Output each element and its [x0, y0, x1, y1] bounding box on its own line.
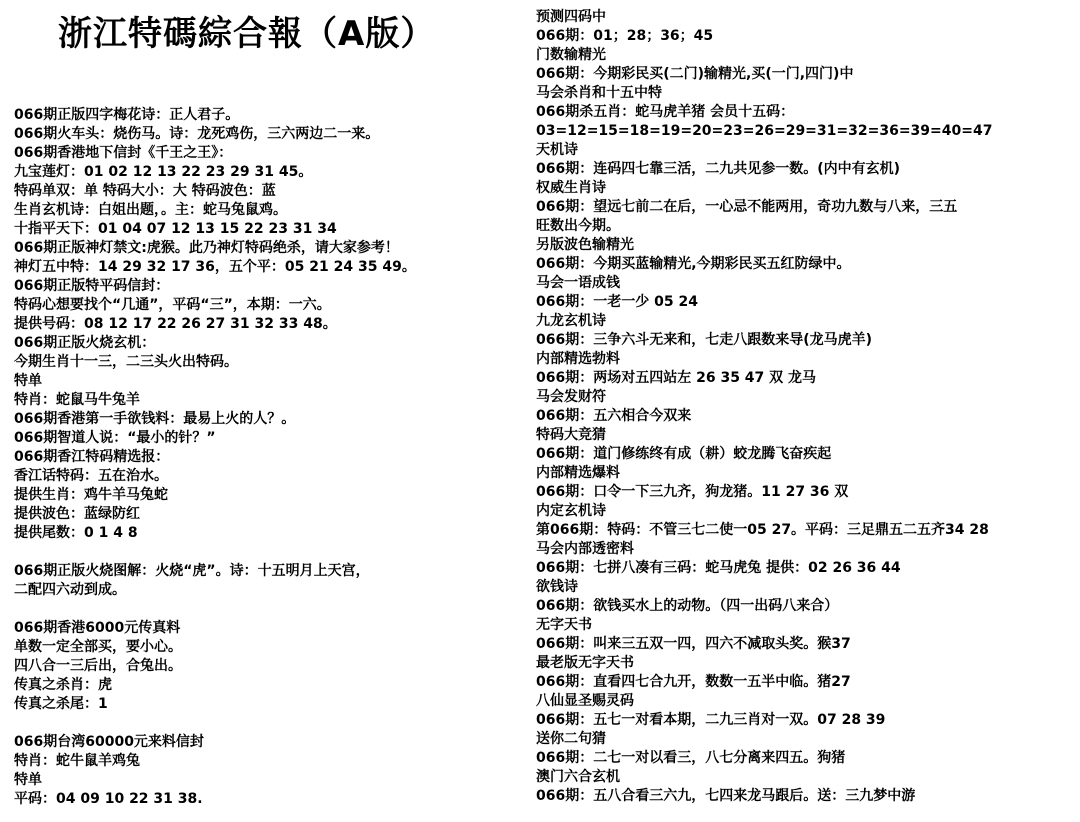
right-text-line: 第066期：特码：不管三七二使一05 27。平码：三足鼎五二五齐34 28 — [536, 522, 989, 538]
right-text-line: 066期：二七一对以看三，八七分离来四五。狗猪 — [536, 750, 846, 766]
left-text-line: 特码单双：单 特码大小：大 特码波色：蓝 — [14, 183, 276, 199]
right-text-line: 预测四码中 — [536, 9, 606, 25]
right-text-line: 九龙玄机诗 — [536, 313, 606, 329]
right-text-line: 马会一语成钱 — [536, 275, 620, 291]
left-text-line: 066期正版火烧玄机： — [14, 335, 156, 351]
left-text-line: 066期香港地下信封《千王之王》： — [14, 145, 233, 161]
left-text-line: 四八合一三后出，合兔出。 — [14, 658, 182, 674]
right-text-line: 066期：直看四七合九开，数数一五半中临。猪27 — [536, 674, 851, 690]
right-text-line: 最老版无字天书 — [536, 655, 634, 671]
right-text-line: 03=12=15=18=19=20=23=26=29=31=32=36=39=40=47 — [536, 123, 993, 139]
left-text-line: 066期香江特码精选报： — [14, 449, 170, 465]
left-text-line: 特单 — [14, 373, 42, 389]
left-text-line: 平码：04 09 10 22 31 38. — [14, 791, 203, 807]
left-text-line: 传真之杀肖：虎 — [14, 677, 112, 693]
right-text-line: 066期：两场对五四站左 26 35 47 双 龙马 — [536, 370, 817, 386]
left-text-line: 066期正版四字梅花诗：正人君子。 — [14, 107, 240, 123]
left-text-line: 特单 — [14, 772, 42, 788]
left-text-line: 066期香港6000元传真料 — [14, 620, 181, 636]
right-text-line: 澳门六合玄机 — [536, 769, 620, 785]
right-text-line: 欲钱诗 — [536, 579, 578, 595]
right-text-line: 特码大竞猜 — [536, 427, 606, 443]
right-text-line: 天机诗 — [536, 142, 578, 158]
right-text-line: 066期：01；28；36；45 — [536, 28, 714, 44]
right-text-line: 八仙显圣赐灵码 — [536, 693, 634, 709]
left-text-line: 传真之杀尾：1 — [14, 696, 108, 712]
left-text-line: 特肖：蛇鼠马牛兔羊 — [14, 392, 140, 408]
right-text-line: 内部精选爆料 — [536, 465, 620, 481]
left-text-line: 066期正版特平码信封： — [14, 278, 170, 294]
right-text-line: 066期：一老一少 05 24 — [536, 294, 698, 310]
left-text-line: 二配四六动到成。 — [14, 582, 126, 598]
left-text-line: 提供波色：蓝绿防红 — [14, 506, 140, 522]
left-text-line: 香江话特码：五在治水。 — [14, 468, 168, 484]
right-text-line: 066期：今期买蓝输精光,今期彩民买五红防绿中。 — [536, 256, 851, 272]
left-text-line: 特肖：蛇牛鼠羊鸡兔 — [14, 753, 140, 769]
right-text-line: 066期：连码四七靠三活，二九共见参一数。(内中有玄机) — [536, 161, 901, 177]
right-text-line: 内部精选勃料 — [536, 351, 620, 367]
right-text-line: 内定玄机诗 — [536, 503, 606, 519]
right-text-line: 权威生肖诗 — [536, 180, 606, 196]
left-text-line: 今期生肖十一三，二三头火出特码。 — [14, 354, 238, 370]
left-text-line: 特码心想要找个“几通”，平码“三”，本期：一六。 — [14, 297, 331, 313]
right-text-line: 066期：欲钱买水上的动物。（四一出码八来合） — [536, 598, 839, 614]
right-text-line: 066期：三争六斗无来和，七走八跟数来导(龙马虎羊) — [536, 332, 873, 348]
right-text-line: 066期：望远七前二在后，一心忌不能两用，奇功九数与八来，三五 — [536, 199, 958, 215]
right-text-line: 066期：叫来三五双一四，四六不减取头奖。猴37 — [536, 636, 851, 652]
right-text-line: 送你二句猜 — [536, 731, 606, 747]
right-text-line: 066期：七拼八凑有三码：蛇马虎兔 提供：02 26 36 44 — [536, 560, 901, 576]
left-text-line: 066期香港第一手欲钱料：最易上火的人？。 — [14, 411, 296, 427]
page-title: 浙江特碼綜合報（A版） — [58, 14, 436, 54]
left-text-line: 生肖玄机诗：白姐出题，。主：蛇马兔鼠鸡。 — [14, 202, 287, 218]
right-text-line: 马会杀肖和十五中特 — [536, 85, 662, 101]
right-text-line: 066期：五八合看三六九，七四来龙马跟后。送：三九梦中游 — [536, 788, 916, 804]
left-text-line: 066期正版神灯禁文:虎猴。此乃神灯特码绝杀，请大家参考！ — [14, 240, 399, 256]
right-text-line: 马会内部透密料 — [536, 541, 634, 557]
left-text-line: 神灯五中特：14 29 32 17 36，五个平：05 21 24 35 49。 — [14, 259, 416, 275]
left-text-line: 066期正版火烧图解：火烧“虎”。诗：十五明月上天宫， — [14, 563, 370, 579]
left-text-line: 066期火车头：烧伤马。诗：龙死鸡伤，三六两边二一来。 — [14, 126, 380, 142]
right-text-line: 马会发财符 — [536, 389, 606, 405]
right-text-line: 门数输精光 — [536, 47, 606, 63]
right-text-line: 066期：道门修练终有成（耕）蛟龙腾飞奋疾起 — [536, 446, 832, 462]
right-text-line: 旺数出今期。 — [536, 218, 620, 234]
right-text-line: 另版波色输精光 — [536, 237, 634, 253]
right-text-line: 066期：五七一对看本期，二九三肖对一双。07 28 39 — [536, 712, 886, 728]
left-text-line: 066期智道人说：“最小的针？” — [14, 430, 216, 446]
right-text-line: 066期：口令一下三九齐，狗龙猪。11 27 36 双 — [536, 484, 849, 500]
right-text-line: 无字天书 — [536, 617, 592, 633]
right-text-line: 066期杀五肖：蛇马虎羊猪 会员十五码： — [536, 104, 795, 120]
left-text-line: 十指平天下：01 04 07 12 13 15 22 23 31 34 — [14, 221, 337, 237]
left-text-line: 九宝莲灯：01 02 12 13 22 23 29 31 45。 — [14, 164, 313, 180]
left-text-line: 066期台湾60000元来料信封 — [14, 734, 204, 750]
left-text-line: 提供号码：08 12 17 22 26 27 31 32 33 48。 — [14, 316, 337, 332]
left-text-line: 单数一定全部买，要小心。 — [14, 639, 182, 655]
right-text-line: 066期：五六相合今双来 — [536, 408, 692, 424]
right-text-line: 066期：今期彩民买(二门)输精光,买(一门,四门)中 — [536, 66, 854, 82]
left-text-line: 提供生肖：鸡牛羊马兔蛇 — [14, 487, 168, 503]
left-text-line: 提供尾数：0 1 4 8 — [14, 525, 138, 541]
